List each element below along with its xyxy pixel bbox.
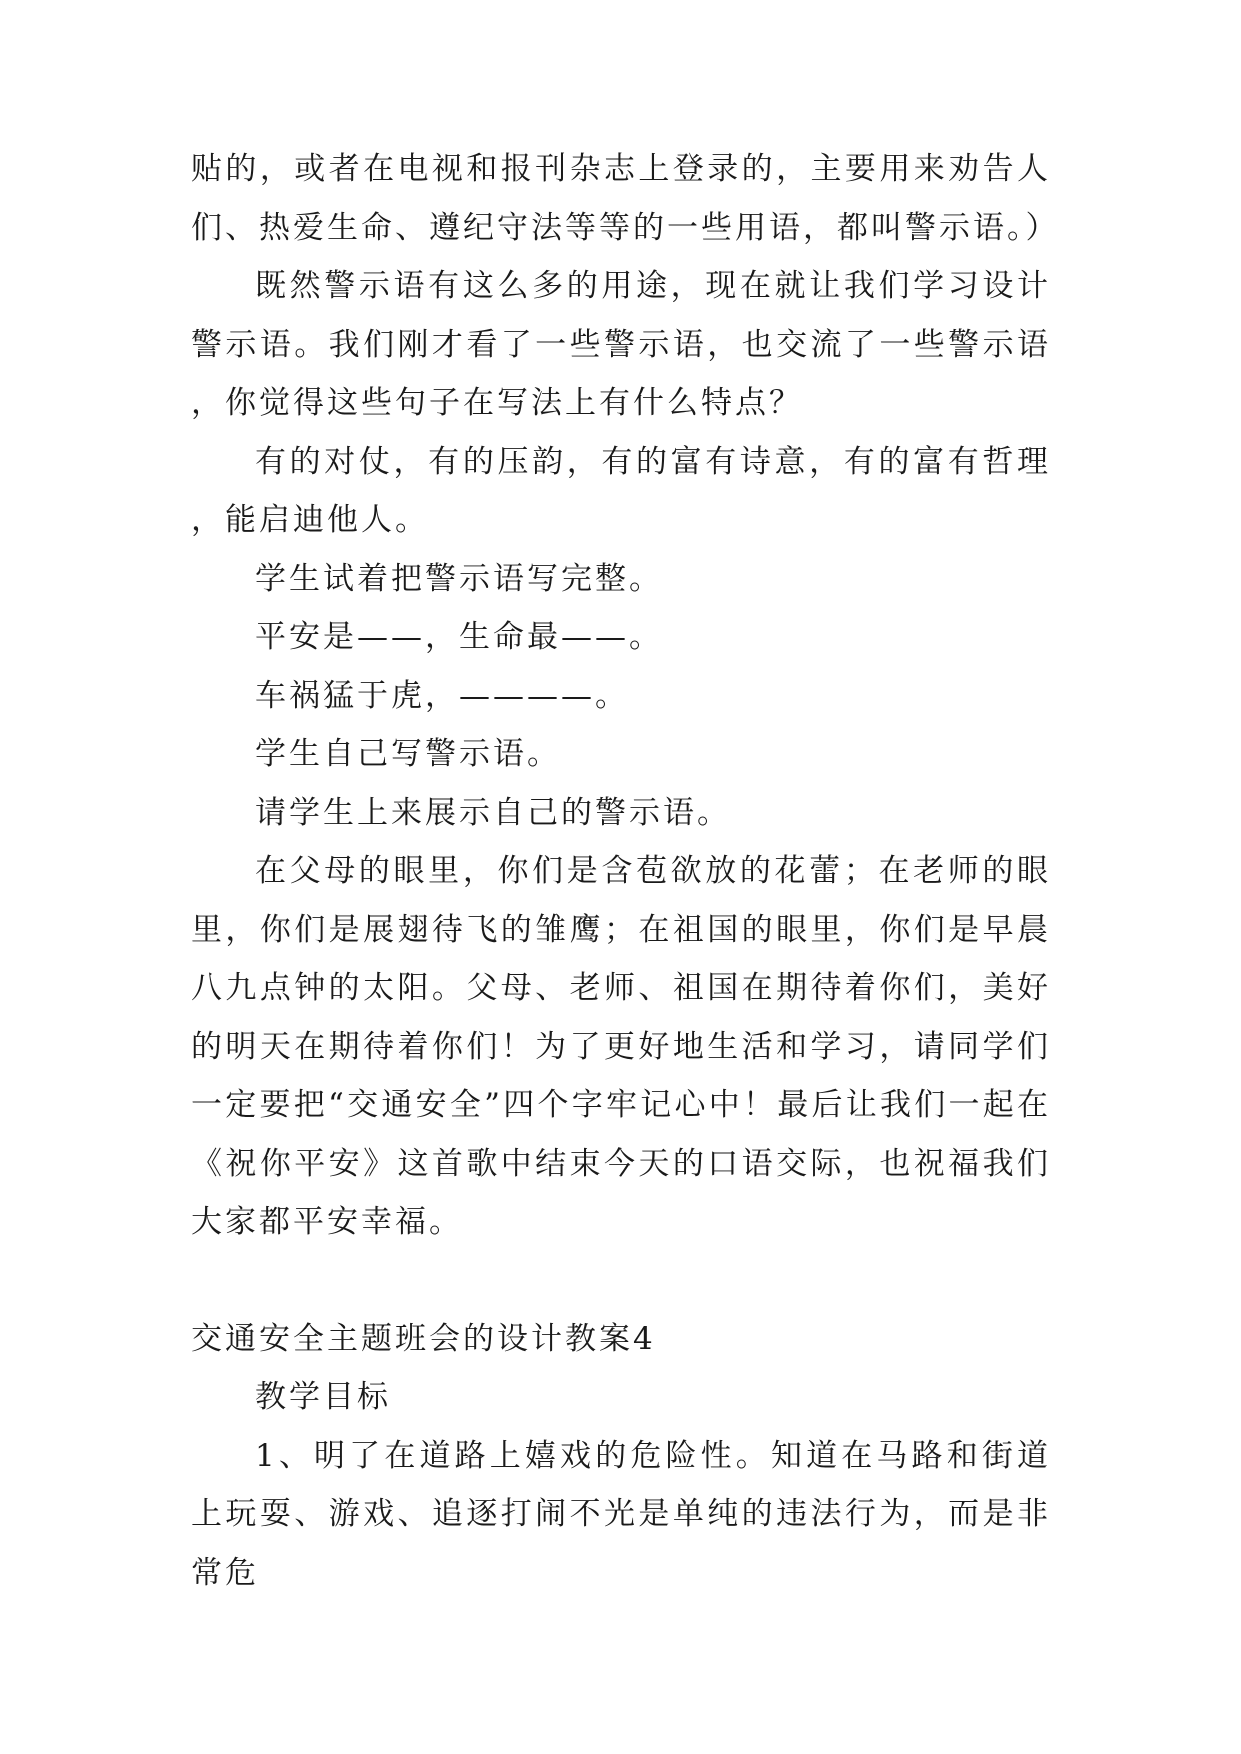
paragraph: 请学生上来展示自己的警示语。 — [255, 794, 731, 831]
section-title: 交通安全主题班会的设计教案4 — [191, 1320, 656, 1357]
paragraph: 1、明了在道路上嬉戏的危险性。知道在马路和街道上玩耍、游戏、追逐打闹不光是单纯的违法行为，而是非常危 — [191, 1437, 1051, 1591]
paragraph: 学生自己写警示语。 — [255, 736, 561, 772]
paragraph: 既然警示语有这么多的用途，现在就让我们学习设计警示语。我们刚才看了一些警示语，也交流了一些警示语，你觉得这些句子在写法上有什么特点？ — [191, 268, 1051, 421]
document-page — [191, 140, 1060, 1602]
paragraph: 有的对仗，有的压韵，有的富有诗意，有的富有哲理，能启迪他人。 — [191, 443, 1051, 538]
section-heading: 教学目标 — [255, 1379, 391, 1415]
paragraph-continuation: 贴的，或者在电视和报刊杂志上登录的，主要用来劝告人们、热爱生命、遵纪守法等等的一些用语，都叫警示语。） — [191, 151, 1060, 246]
paragraph: 学生试着把警示语写完整。 — [255, 560, 663, 597]
paragraph: 在父母的眼里，你们是含苞欲放的花蕾；在老师的眼里，你们是展翅待飞的雏鹰；在祖国的眼里，你们是早晨八九点钟的太阳。父母、老师、祖国在期待着你们，美好的明天在期待着你们！为了更好地生活和学习，请同学们一定要把“交通安全”四个字牢记心中！最后让我们一起在《祝你平安》这首歌中结束今天的口语交际，也祝福我们大家都平安幸福。 — [191, 853, 1051, 1240]
paragraph: 平安是——，生命最——。 — [255, 619, 663, 655]
paragraph: 车祸猛于虎，————。 — [255, 677, 629, 714]
